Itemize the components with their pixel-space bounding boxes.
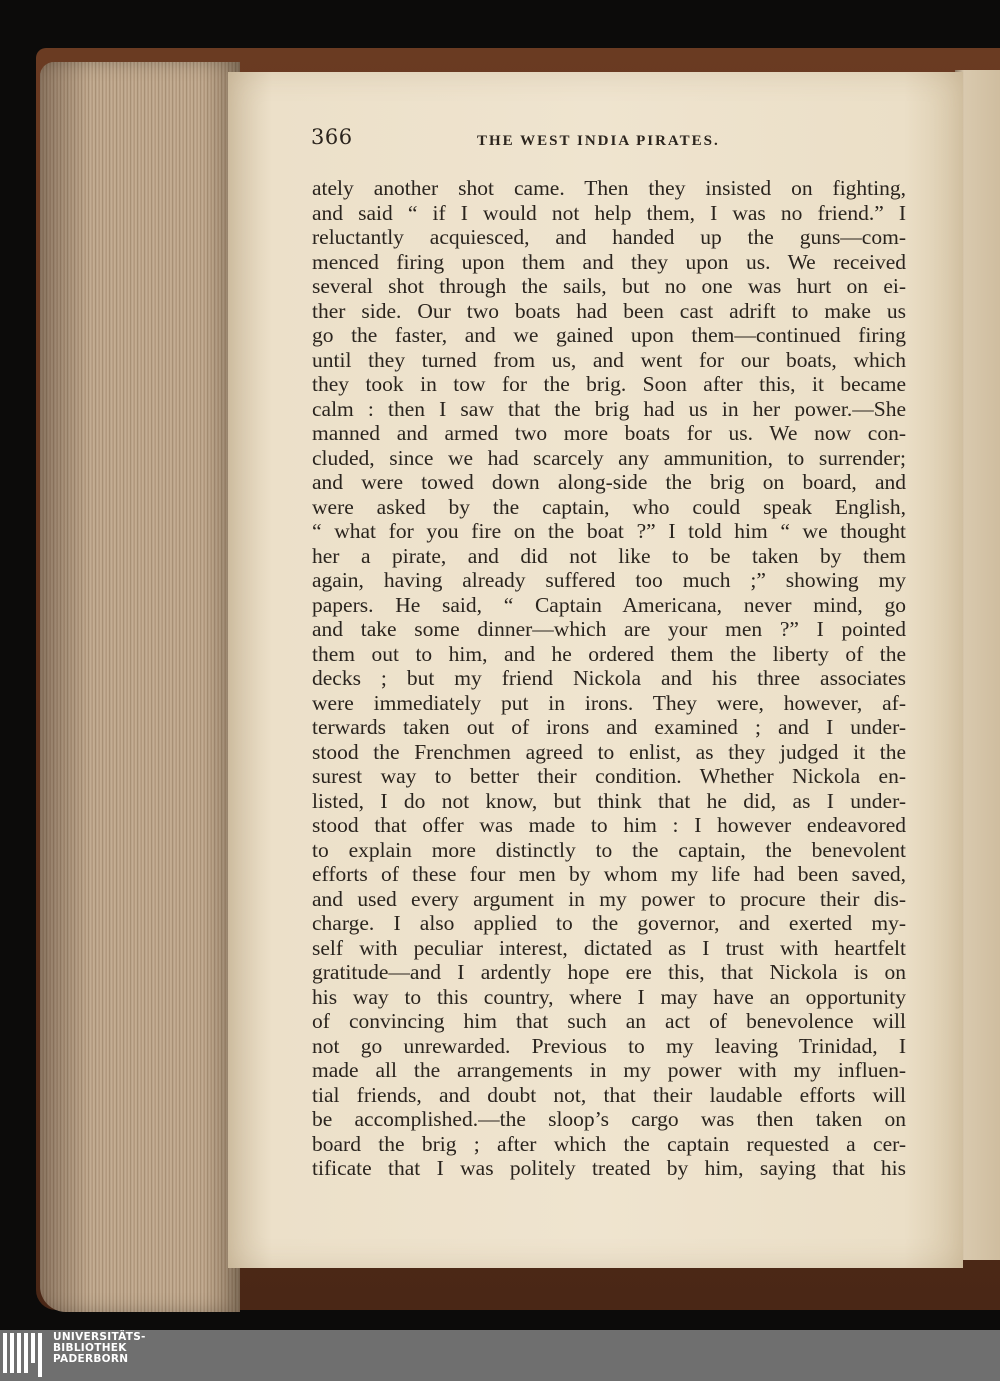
text-line: decks ; but my friend Nickola and his three associates: [312, 666, 906, 690]
logo-bar-shape: [38, 1333, 42, 1377]
text-line: menced firing upon them and they upon us. We received: [312, 249, 906, 274]
library-logo-text: [53, 1332, 146, 1365]
logo-bar-shape: [24, 1333, 28, 1373]
text-line: charge. I also applied to the governor, and exerted my-: [312, 911, 906, 935]
text-line: of convincing him that such an act of benevolence will: [312, 1009, 906, 1033]
text-line: they took in tow for the brig. Soon after this, it became: [312, 372, 906, 396]
library-logo-line: UNIVERSITÄTS-: [53, 1331, 146, 1343]
page-header: [311, 125, 911, 155]
text-line: stood the Frenchmen agreed to enlist, as they judged it the: [312, 739, 906, 764]
text-line: again, having already suffered too much ;” showing my: [312, 568, 906, 592]
text-line: tificate that I was politely treated by him, saying that his: [312, 1156, 906, 1180]
text-line: calm : then I saw that the brig had us in her power.—She: [312, 396, 906, 421]
text-line: several shot through the sails, but no one was hurt on ei-: [312, 274, 906, 298]
text-line: ther side. Our two boats had been cast adrift to make us: [312, 298, 906, 323]
text-line: stood that offer was made to him : I however endeavored: [312, 813, 906, 837]
text-line: made all the arrangements in my power with my influen-: [312, 1058, 906, 1082]
text-line: until they turned from us, and went for our boats, which: [312, 347, 906, 372]
text-line: be accomplished.—the sloop’s cargo was then taken on: [312, 1107, 906, 1131]
text-line: gratitude—and I ardently hope ere this, that Nickola is on: [312, 960, 906, 984]
text-line: her a pirate, and did not like to be taken by them: [312, 543, 906, 568]
text-line: were asked by the captain, who could speak English,: [312, 494, 906, 519]
text-line: board the brig ; after which the captain requested a cer-: [312, 1131, 906, 1156]
text-line: surest way to better their condition. Whether Nickola en-: [312, 764, 906, 788]
running-title: THE WEST INDIA PIRATES.: [477, 133, 720, 149]
text-line: listed, I do not know, but think that he did, as I under-: [312, 788, 906, 813]
logo-bar-shape: [3, 1333, 7, 1373]
text-line: and take some dinner—which are your men ?” I pointed: [312, 617, 906, 641]
page-body-text: [312, 176, 906, 1181]
text-line: go the faster, and we gained upon them—continued firing: [312, 323, 906, 347]
text-line: papers. He said, “ Captain Americana, never mind, go: [312, 592, 906, 617]
text-line: ately another shot came. Then they insisted on fighting,: [312, 176, 906, 200]
text-line: manned and armed two more boats for us. We now con-: [312, 421, 906, 445]
page-number: 366: [311, 125, 353, 149]
library-footer-bar: [0, 1330, 1000, 1381]
text-line: cluded, since we had scarcely any ammunition, to surrender;: [312, 445, 906, 470]
text-line: “ what for you fire on the boat ?” I told him “ we thought: [312, 519, 906, 543]
text-line: terwards taken out of irons and examined ; and I under-: [312, 715, 906, 739]
text-line: and said “ if I would not help them, I was no friend.” I: [312, 200, 906, 225]
text-line: and used every argument in my power to procure their dis-: [312, 886, 906, 911]
library-logo-line: PADERBORN: [53, 1353, 129, 1365]
page-edges: [40, 62, 240, 1312]
text-line: his way to this country, where I may have an opportunity: [312, 984, 906, 1009]
text-line: were immediately put in irons. They were, however, af-: [312, 690, 906, 715]
logo-bar-shape: [10, 1333, 14, 1373]
text-line: them out to him, and he ordered them the liberty of the: [312, 641, 906, 666]
text-line: not go unrewarded. Previous to my leaving Trinidad, I: [312, 1033, 906, 1058]
text-line: tial friends, and doubt not, that their laudable efforts will: [312, 1082, 906, 1107]
text-line: to explain more distinctly to the captain, the benevolent: [312, 837, 906, 862]
logo-bar-shape: [31, 1333, 35, 1363]
text-line: reluctantly acquiesced, and handed up the guns—com-: [312, 225, 906, 249]
text-line: efforts of these four men by whom my life had been saved,: [312, 862, 906, 886]
text-line: and were towed down along-side the brig on board, and: [312, 470, 906, 494]
text-line: self with peculiar interest, dictated as I trust with heartfelt: [312, 935, 906, 960]
logo-bar-shape: [17, 1333, 21, 1373]
library-logo-icon: [3, 1333, 49, 1377]
library-logo-line: BIBLIOTHEK: [53, 1342, 127, 1354]
